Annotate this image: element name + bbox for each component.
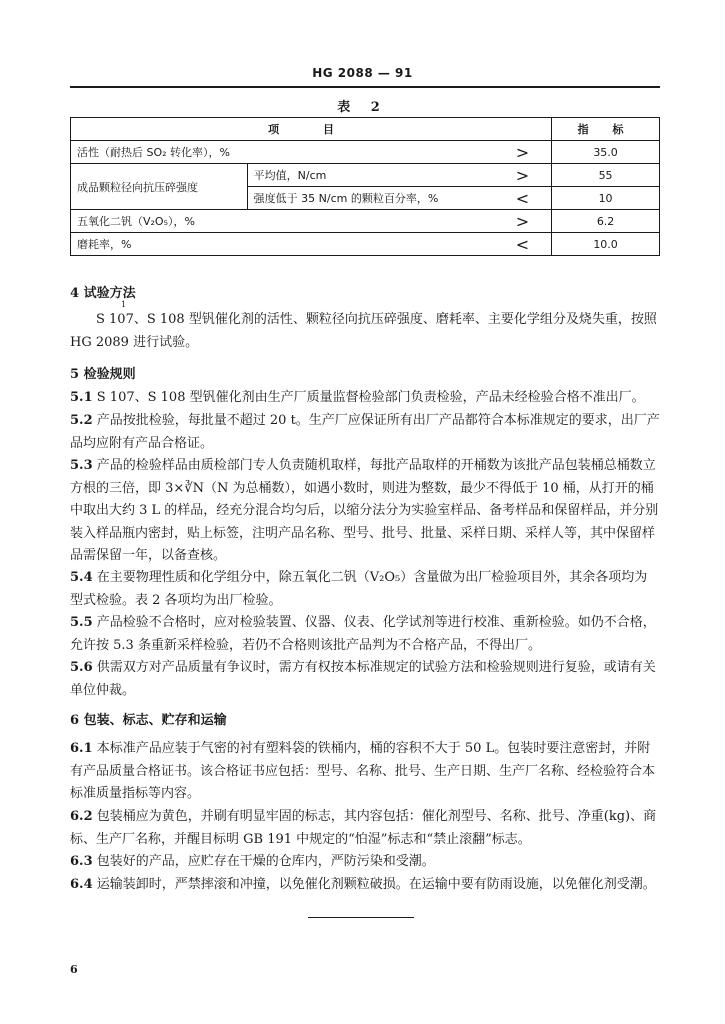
clause-text: 本标准产品应装于气密的衬有塑料袋的铁桶内，桶的容积不大于 50 L。包装时要注意密封，并附有产品质量合格证书。该合格证书应包括：型号、名称、批号、生产日期、生产厂名称、经检验符合本标准质量指标等内容。 (70, 741, 656, 801)
clause-6-4 (70, 874, 660, 897)
clause-number: 5.3 (70, 458, 93, 473)
clause-5-6 (70, 657, 660, 702)
row-operator: < (494, 233, 552, 256)
col-item-header: 项 目 (71, 118, 552, 141)
clause-text: 运输装卸时，严禁摔滚和冲撞，以免催化剂颗粒破损。在运输中要有防雨设施，以免催化剂受潮。 (96, 877, 656, 892)
row-value: 10.0 (552, 233, 660, 256)
clause-number: 6.2 (70, 809, 93, 824)
clause-text: 包装桶应为黄色，并刷有明显牢固的标志，其内容包括：催化剂型号、名称、批号、净重(kg)、商标、生产厂名称，并醒目标明 GB 191 中规定的“怕湿”标志和“禁止滚翻”标志。 (70, 809, 657, 847)
row-subname: 强度低于 35 N/cm 的颗粒百分率，% (247, 187, 494, 210)
section-5-title: 5 检验规则 (70, 367, 136, 382)
clause-5-1 (70, 387, 660, 410)
clause-6-1 (70, 738, 660, 806)
row-value: 10 (552, 187, 660, 210)
table-header-row (71, 118, 660, 141)
clause-number: 5.6 (70, 660, 93, 675)
col-value-header: 指 标 (552, 118, 660, 141)
row-name: 成品颗粒径向抗压碎强度 (71, 164, 248, 210)
clause-5-2 (70, 410, 660, 455)
clause-number: 5.2 (70, 413, 93, 428)
table-row (71, 233, 660, 256)
header-rule (70, 86, 660, 88)
end-rule (308, 917, 414, 918)
section-4-text: S 107、S 108 型钒催化剂的活性、颗粒径向抗压碎强度、磨耗率、主要化学组分及烧失重，按照 HG 2089 进行试验。 (70, 312, 657, 350)
row-operator: > (494, 141, 552, 164)
clause-number: 5.4 (70, 570, 93, 585)
table-row (71, 141, 660, 164)
clause-text: 供需双方对产品质量有争议时，需方有权按本标准规定的试验方法和检验规则进行复验，或请有关单位仲裁。 (70, 660, 656, 698)
row-name: 磨耗率，% (71, 233, 494, 256)
clause-text: 产品按批检验，每批量不超过 20 t。生产厂应保证所有出厂产品都符合本标准规定的要求，出厂产品均应附有产品合格证。 (70, 413, 660, 451)
clause-text: 在主要物理性质和化学组分中，除五氧化二钒（V₂O₅）含量做为出厂检验项目外，其余各项均为型式检验。表 2 各项均为出厂检验。 (70, 570, 648, 608)
row-operator: < (494, 187, 552, 210)
row-name: 活性（耐热后 SO₂ 转化率），% (71, 141, 494, 164)
clause-6-2 (70, 806, 660, 851)
table-caption: 表 2 (337, 100, 388, 115)
section-4-title: 4 试验方法 (70, 286, 136, 301)
clause-6-3 (70, 851, 660, 874)
clause-5-5 (70, 612, 660, 657)
table-row (71, 210, 660, 233)
row-name: 五氧化二钒（V₂O₅），% (71, 210, 494, 233)
row-subname: 平均值，N/cm (247, 164, 494, 187)
table-row (71, 164, 660, 187)
row-value: 55 (552, 164, 660, 187)
clause-number: 6.1 (70, 741, 93, 756)
clause-text: S 107、S 108 型钒催化剂由生产厂质量监督检验部门负责检验，产品未经检验合格不准出厂。 (96, 390, 645, 405)
clause-5-4 (70, 567, 660, 612)
document-code-header: HG 2088 — 91 (312, 66, 413, 80)
row-operator: > (494, 210, 552, 233)
clause-5-3 (70, 455, 660, 568)
clause-text: 产品检验不合格时，应对检验装置、仪器、仪表、化学试剂等进行校准、重新检验。如仍不合格，允许按 5.3 条重新采样检验，若仍不合格则该批产品判为不合格产品，不得出厂。 (70, 615, 656, 653)
clause-number: 5.5 (70, 615, 93, 630)
section-6-title: 6 包装、标志、贮存和运输 (70, 713, 227, 728)
clause-text: 产品的检验样品由质检部门专人负责随机取样，每批产品取样的开桶数为该批产品包装桶总桶数立方根的三倍，即 3×∛N（N 为总桶数），如遇小数时，则进为整数，最少不得低于 10 桶，从打开的桶中取出大约 3 L 的样品，经充分混合均匀后，以缩分法分为实验室样品、备考样品和保留样品，并分别装入样品瓶内密封，贴上标签，注明产品名称、型号、批号、批量、采样日期、采样人等，其中保留样品需保留一年，以备查核。 (70, 458, 659, 563)
row-value: 35.0 (552, 141, 660, 164)
clause-number: 6.3 (70, 854, 93, 869)
spec-table (70, 117, 660, 256)
clause-number: 5.1 (70, 390, 93, 405)
row-value: 6.2 (552, 210, 660, 233)
page-number: 6 (70, 963, 78, 976)
clause-number: 6.4 (70, 877, 93, 892)
row-operator: > (494, 164, 552, 187)
clause-text: 包装好的产品，应贮存在干燥的仓库内，严防污染和受潮。 (96, 854, 435, 869)
margin-mark: 1 (121, 300, 127, 309)
